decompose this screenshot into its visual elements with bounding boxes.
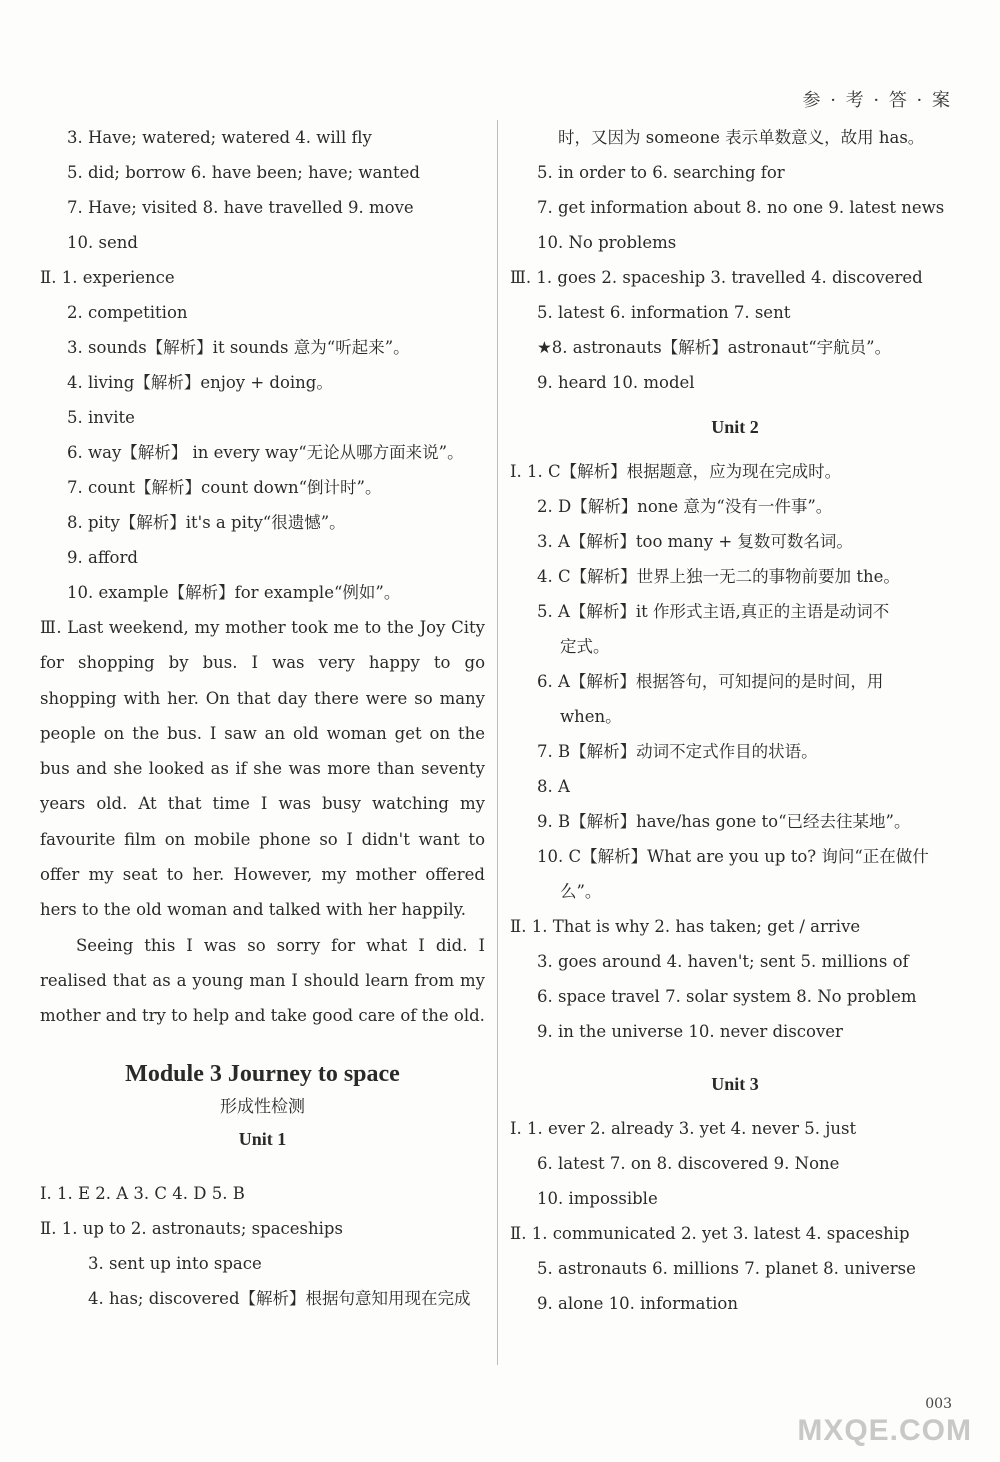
answer-line: 4. C【解析】世界上独一无二的事物前要加 the。	[537, 567, 900, 586]
answer-line: 9. afford	[67, 548, 138, 567]
spacer	[510, 1101, 960, 1111]
section-heading-line: Ⅱ. 1. experience	[40, 268, 175, 287]
answer-line: 7. count【解析】count down“倒计时”。	[67, 478, 382, 497]
column-divider	[497, 120, 498, 1365]
answer-line: 5. did; borrow 6. have been; have; wanted	[67, 163, 420, 182]
spacer	[510, 400, 960, 410]
answer-line: 么”。	[560, 882, 602, 901]
answer-line: 6. way【解析】 in every way“无论从哪方面来说”。	[67, 443, 464, 462]
answer-line: 时，又因为 someone 表示单数意义，故用 has。	[558, 128, 925, 147]
answer-line: 3. sent up into space	[88, 1253, 262, 1273]
page-number: 003	[925, 1396, 952, 1412]
answer-line: 9. alone 10. information	[537, 1294, 738, 1313]
answer-line: 9. heard 10. model	[537, 373, 695, 392]
section-heading-line: Ⅲ. 1. goes 2. spaceship 3. travelled 4. discovered	[510, 268, 923, 287]
answer-line: 7. Have; visited 8. have travelled 9. move	[67, 198, 414, 217]
answer-line: 5. in order to 6. searching for	[537, 163, 785, 182]
essay-paragraph-2: Seeing this I was so sorry for what I did. I realised that as a young man I should learn from my mother and try to help and take good care of the old.	[40, 935, 485, 1026]
section-heading-line: Ⅱ. 1. up to 2. astronauts; spaceships	[40, 1218, 343, 1238]
spacer	[510, 1049, 960, 1067]
answer-line: 7. get information about 8. no one 9. latest news	[537, 198, 945, 217]
answer-line: 5. astronauts 6. millions 7. planet 8. universe	[537, 1259, 916, 1278]
answer-line: 5. latest 6. information 7. sent	[537, 303, 791, 322]
section-heading-line: Ⅱ. 1. communicated 2. yet 3. latest 4. spaceship	[510, 1224, 910, 1243]
spacer	[40, 1156, 485, 1176]
answer-line: 7. B【解析】动词不定式作目的状语。	[537, 742, 818, 761]
running-header: 参 · 考 · 答 · 案	[802, 90, 952, 111]
unit-heading: Unit 2	[711, 417, 759, 437]
answer-line: 2. competition	[67, 303, 188, 322]
answer-line: 3. goes around 4. haven't; sent 5. millions of	[537, 952, 909, 971]
answer-line: 8. pity【解析】it's a pity“很遗憾”。	[67, 513, 346, 532]
answer-line: 10. example【解析】for example“例如”。	[67, 583, 401, 602]
answer-line: 4. has; discovered【解析】根据句意知用现在完成	[88, 1288, 471, 1308]
module-subtitle: 形成性检测	[220, 1096, 305, 1117]
answer-line: 6. A【解析】根据答句，可知提问的是时间，用	[537, 672, 884, 691]
left-column	[40, 120, 485, 1316]
answer-line: 8. A	[537, 777, 570, 796]
module-title: Module 3 Journey to space	[125, 1060, 400, 1087]
answer-line: ★8. astronauts【解析】astronaut“宇航员”。	[537, 338, 892, 357]
right-column	[510, 120, 960, 1321]
answer-line: 6. space travel 7. solar system 8. No problem	[537, 987, 917, 1006]
watermark: MXQE.COM	[797, 1414, 972, 1447]
answer-line: 4. living【解析】enjoy + doing。	[67, 373, 333, 392]
answer-line: 10. C【解析】What are you up to? 询问“正在做什	[537, 847, 929, 866]
answer-line: 5. A【解析】it 作形式主语,真正的主语是动词不	[537, 602, 890, 621]
answer-line: 10. impossible	[537, 1189, 658, 1208]
essay-paragraph-1: Ⅲ. Last weekend, my mother took me to the Joy City for shopping by bus. I was very happy to go shopping with her. On that day there were so many people on the bus. I saw an old woman get on the bus and she looked as if she was more than seventy years old. At that time I was busy watching my favourite film on mobile phone so I didn't want to offer my seat to her. However, my mother offered hers to the old woman and talked with her happily.	[40, 618, 485, 920]
section-heading-line: Ⅰ. 1. ever 2. already 3. yet 4. never 5. just	[510, 1119, 857, 1138]
answer-line: 10. No problems	[537, 233, 677, 252]
answer-line: 10. send	[67, 233, 138, 252]
section-heading-line: Ⅰ. 1. C【解析】根据题意，应为现在完成时。	[510, 462, 842, 481]
section-heading-line: Ⅱ. 1. That is why 2. has taken; get / arrive	[510, 917, 861, 936]
section-heading-line: Ⅰ. 1. E 2. A 3. C 4. D 5. B	[40, 1183, 245, 1203]
answer-line: 6. latest 7. on 8. discovered 9. None	[537, 1154, 840, 1173]
answer-line: 2. D【解析】none 意为“没有一件事”。	[537, 497, 833, 516]
answer-line: 9. B【解析】have/has gone to“已经去往某地”。	[537, 812, 911, 831]
answer-line: when。	[560, 707, 622, 726]
answer-line: 3. A【解析】too many + 复数可数名词。	[537, 532, 853, 551]
answer-line: 5. invite	[67, 408, 135, 427]
spacer	[510, 444, 960, 454]
answer-line: 3. Have; watered; watered 4. will fly	[67, 128, 372, 147]
answer-line: 定式。	[560, 637, 610, 656]
unit-heading: Unit 1	[238, 1128, 287, 1149]
answer-line: 9. in the universe 10. never discover	[537, 1022, 843, 1041]
unit-heading: Unit 3	[711, 1074, 759, 1094]
answer-line: 3. sounds【解析】it sounds 意为“听起来”。	[67, 338, 410, 357]
